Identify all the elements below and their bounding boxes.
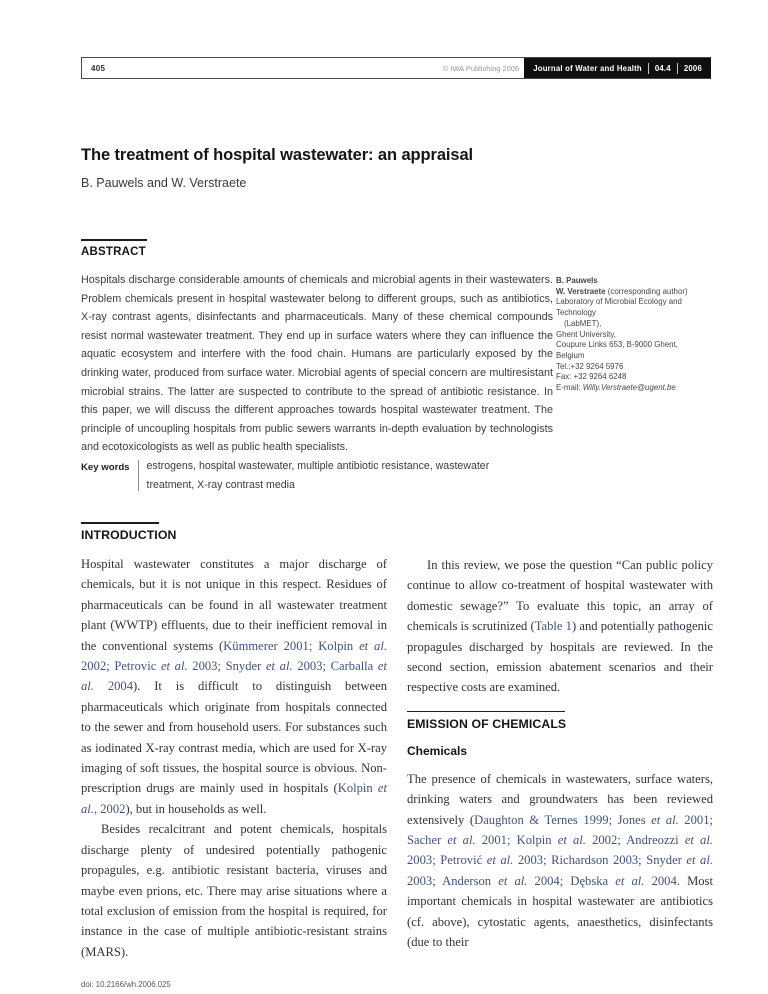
journal-year: 2006 xyxy=(683,63,702,73)
introduction-paragraph-2: Besides recalcitrant and potent chemicals, hospitals discharge plenty of undesired potentially pathogenic propagules, e.g. antibiotic resistant bacteria, viruses and maybe even prions, etc. There may arise situations where a total exclusion of emission from the hospital is required, for instance in the case of multiple antibiotic-resistant strains (MARS). xyxy=(81,822,387,959)
author-affiliation-block xyxy=(556,276,720,394)
abstract-text: Hospitals discharge considerable amounts of chemicals and microbial agents in their wastewaters. Problem chemicals present in hospital wastewater belong to different groups, such as antibiotics, X-ray contrast agents, disinfectants and pharmaceuticals. Many of these chemical compounds resist normal wastewater treatment. They end up in surface waters where they can influence the aquatic ecosystem and interfere with the food chain. Humans are particularly exposed by the drinking water, produced from surface water. Microbial agents of special concern are multiresistant microbial strains. The latter are suspected to contribute to the spread of antibiotic resistance. In this paper, we will discuss the different approaches towards hospital wastewater treatment. The principle of uncoupling hospitals from public sewers warrants in-depth evaluation by technologists and ecotoxicologists as well as public health specialists. xyxy=(81,274,553,454)
emission-heading-block xyxy=(407,711,713,731)
article-authors: B. Pauwels and W. Verstraete xyxy=(81,176,247,190)
author-phone-line: Tel.:+32 9264 5976 xyxy=(556,361,624,371)
author-info-line: B. Pauwels xyxy=(556,276,598,285)
article-title: The treatment of hospital wastewater: an appraisal xyxy=(81,146,474,164)
keywords-list: estrogens, hospital wastewater, multiple antibiotic resistance, wastewater treatment, X-ray contrast media xyxy=(146,459,490,491)
separator-bar-icon xyxy=(648,63,649,74)
author-info-line: Ghent University, xyxy=(556,329,616,339)
chemicals-subheading: Chemicals xyxy=(407,743,468,758)
keywords-row xyxy=(81,457,553,494)
page-number: 405 xyxy=(91,63,106,73)
page-header xyxy=(81,57,711,79)
left-column xyxy=(81,522,387,989)
journal-badge xyxy=(524,58,711,78)
separator-bar-icon xyxy=(677,63,678,74)
abstract-rule xyxy=(81,239,147,241)
emission-heading: EMISSION OF CHEMICALS xyxy=(407,716,567,731)
introduction-paragraph-1: Hospital wastewater constitutes a major discharge of chemicals, but it is not unique in this respect. Residues of pharmaceuticals can be found in all wastewater treatment plant (WWTP) effluents, due to their inefficient removal in the conventional systems (Kümmerer 2001; Kolpin et al. 2002; Petrovic et al. 2003; Snyder et al. 2003; Carballa et al. 2004). It is difficult to distinguish between pharmaceuticals which originate from hospitals connected to the sewer and from household users. For substances such as iodinated X-ray contrast media, which are used for X-ray imaging of soft tissues, the hospital source is obvious. Non-prescription drugs are mainly used in hospitals (Kolpin et al., 2002), but in households as well. xyxy=(81,557,388,816)
review-paragraph: In this review, we pose the question “Can public policy continue to allow co-treatment of hospital wastewater with domestic sewage?” To evaluate this topic, an array of chemicals is scrutinized (Table 1) and potentially pathogenic propagules discharged by hospitals are reviewed. In the second section, emission abatement scenarios and their respective costs are examined. xyxy=(407,558,713,695)
author-info-line: Belgium xyxy=(556,350,585,360)
abstract-heading: ABSTRACT xyxy=(81,246,146,258)
journal-name: Journal of Water and Health xyxy=(533,63,642,73)
journal-issue: 04.4 xyxy=(654,63,671,73)
author-info-line: (LabMET), xyxy=(564,318,602,328)
abstract-section xyxy=(81,239,553,494)
doi-line: doi: 10.2166/wh.2006.025 xyxy=(81,980,171,990)
author-email-line: E-mail: Willy.Verstraete@ugent.be xyxy=(556,383,676,393)
author-fax-line: Fax: +32 9264 6248 xyxy=(556,372,627,382)
author-info-line: Laboratory of Microbial Ecology and Technology xyxy=(556,297,682,318)
right-column xyxy=(407,522,713,989)
author-info-line: W. Verstraete (corresponding author) xyxy=(556,286,688,296)
keywords-separator-bar-icon xyxy=(138,460,139,491)
introduction-rule xyxy=(81,522,159,524)
chemicals-paragraph: The presence of chemicals in wastewaters, surface waters, drinking waters and groundwaters has been reviewed extensively (Daughton & Ternes 1999; Jones et al. 2001; Sacher et al. 2001; Kolpin et al. 2002; Andreozzi et al. 2003; Petrović et al. 2003; Richardson 2003; Snyder et al. 2003; Anderson et al. 2004; Dębska et al. 2004. Most important chemicals in hospital wastewater are antibiotics (cf. above), cytostatic agents, anaesthetics, disinfectants (due to their xyxy=(407,771,713,950)
article-body xyxy=(81,522,713,989)
introduction-heading: INTRODUCTION xyxy=(81,528,177,542)
keywords-label: Key words xyxy=(81,461,130,473)
emission-rule xyxy=(407,711,565,712)
copyright-notice: © IWA Publishing 2006 xyxy=(442,63,520,73)
author-info-line: Coupure Links 653, B-9000 Ghent, xyxy=(556,340,678,350)
